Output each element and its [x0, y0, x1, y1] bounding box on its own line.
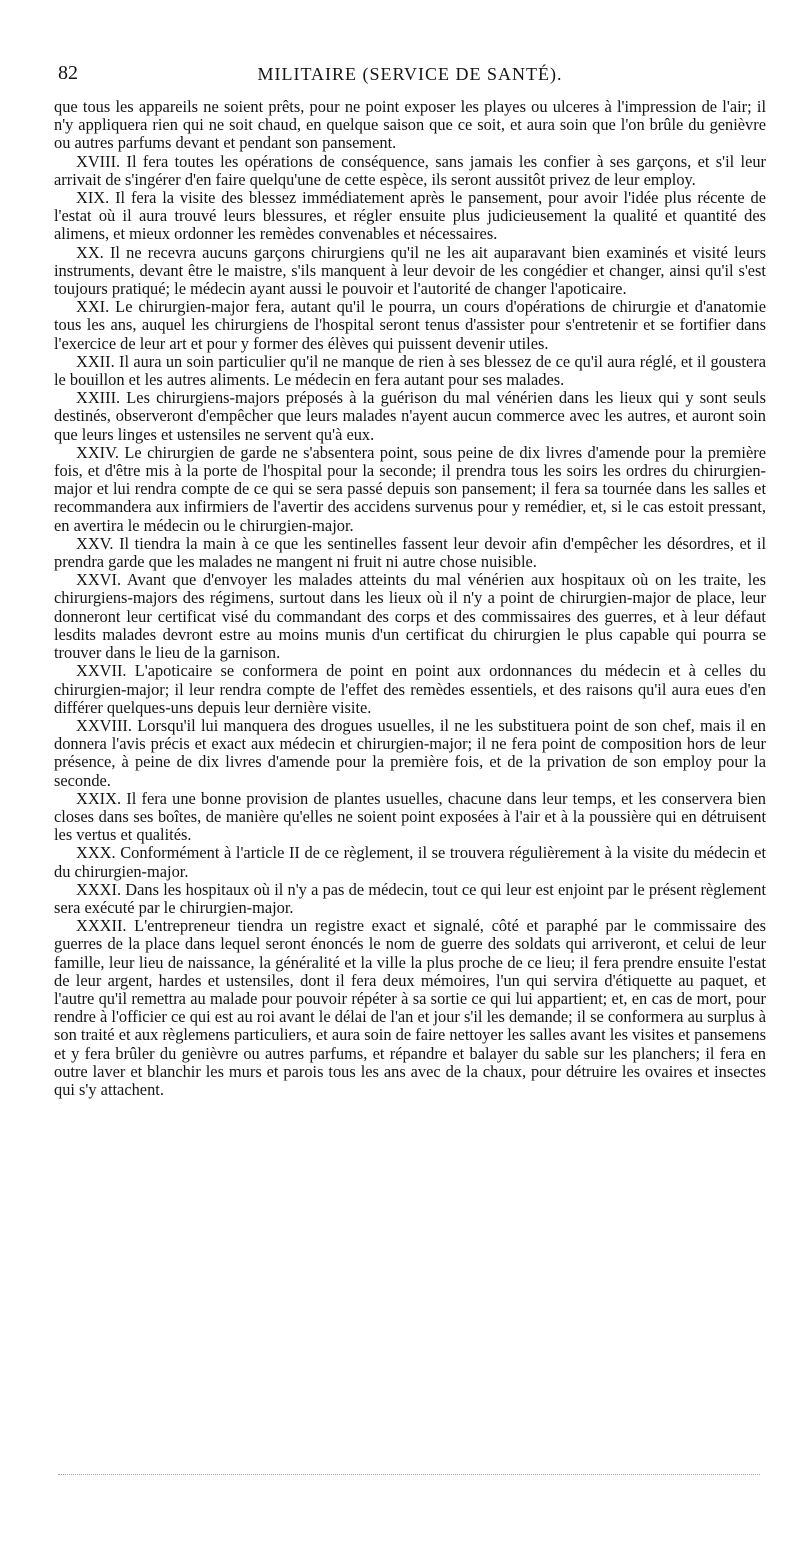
article-xxiii: XXIII. Les chirurgiens-majors préposés à la guérison du mal vénérien dans les lieux qui y sont seuls destinés, observeront d'empêcher que leurs malades n'ayent aucun commerce avec les autres, et auront soin que leurs linges et ustensiles ne servent qu'à eux.	[54, 388, 766, 444]
body-text	[54, 98, 766, 1099]
article-xx: XX. Il ne recevra aucuns garçons chirurgiens qu'il ne les ait auparavant bien examinés et visité leurs instruments, devant être le maistre, s'ils manquent à leur devoir de les congédier et changer, ainsi qu'il s'est toujours pratiqué; le médecin ayant aussi le pouvoir et l'autorité de changer l'apoticaire.	[54, 242, 766, 299]
article-xxxi: XXXI. Dans les hospitaux où il n'y a pas de médecin, tout ce qui leur est enjoint par le présent règlement sera exécuté par le chirurgien-major.	[54, 879, 766, 917]
paragraph-continuation: que tous les appareils ne soient prêts, pour ne point exposer les playes ou ulceres à l'impression de l'air; il n'y appliquera rien qui ne soit chaud, en quelque saison que ce soit, et aura soin que l'on brûle du genièvre ou autres parfums devant et pendant son pansement.	[54, 97, 766, 153]
article-xxviii: XXVIII. Lorsqu'il lui manquera des drogues usuelles, il ne les substituera point de son chef, mais il en donnera l'avis précis et exact aux médecin et chirurgien-major; il ne fera point de composition hors de leur présence, à peine de dix livres d'amende pour la première fois, et de la privation de son employ pour la seconde.	[54, 715, 766, 790]
article-xviii: XVIII. Il fera toutes les opérations de conséquence, sans jamais les confier à ses garçons, et s'il leur arrivait de s'ingérer d'en faire quelqu'une de cette espèce, ils seront aussitôt privez de leur employ.	[54, 151, 766, 189]
page-header	[58, 58, 762, 92]
article-xix: XIX. Il fera la visite des blessez immédiatement après le pansement, pour avoir l'idée plus récente de l'estat où il aura trouvé leurs blessures, et régler ensuite plus judicieusement la qualité et quantité des alimens, et mieux ordonner les remèdes convenables et nécessaires.	[54, 188, 766, 244]
article-xxvi: XXVI. Avant que d'envoyer les malades atteints du mal vénérien aux hospitaux où on les traite, les chirurgiens-majors des régimens, surtout dans les lieux où il n'y a point de chirurgien-major de place, leur donneront leur certificat visé du commandant des corps et des commissaires des guerres, et à leur défaut lesdits malades devront estre au moins munis d'un certificat du chirurgien le plus capable qui pourra se trouver dans le lieu de la garnison.	[54, 570, 766, 663]
article-xxx: XXX. Conformément à l'article II de ce règlement, il se trouvera régulièrement à la visite du médecin et du chirurgien-major.	[54, 843, 766, 881]
article-xxi: XXI. Le chirurgien-major fera, autant qu'il le pourra, un cours d'opérations de chirurgie et d'anatomie tous les ans, auquel les chirurgiens de l'hospital seront tenus d'assister pour s'entretenir et se fortifier dans l'exercice de leur art et pour y former des élèves qui puissent devenir utiles.	[54, 297, 766, 353]
article-xxiv: XXIV. Le chirurgien de garde ne s'absentera point, sous peine de dix livres d'amende pour la première fois, et d'être mis à la porte de l'hospital pour la seconde; il prendra tous les soirs les ordres du chirurgien-major et lui rendra compte de ce qui se sera passé depuis son pansement; il fera sa tournée dans les salles et recommandera aux infirmiers de l'avertir des accidens survenus pour y remédier, et, si le cas estoit pressant, en avertira le médecin ou le chirurgien-major.	[54, 442, 766, 535]
page-number: 82	[58, 62, 78, 84]
article-xxv: XXV. Il tiendra la main à ce que les sentinelles fassent leur devoir afin d'empêcher les désordres, et il prendra garde que les malades ne mangent ni fruit ni autre chose nuisible.	[54, 533, 766, 572]
article-xxix: XXIX. Il fera une bonne provision de plantes usuelles, chacune dans leur temps, et les conservera bien closes dans ses boîtes, de manière qu'elles ne soient point exposées à l'air et à la poussière qui en détruisent les vertus et qualités.	[54, 788, 766, 845]
article-xxvii: XXVII. L'apoticaire se conformera de point en point aux ordonnances du médecin et à celles du chirurgien-major; il leur rendra compte de l'effet des remèdes essentiels, et des raisons qu'il aura eues d'en différer quelques-uns depuis leur dernière visite.	[54, 661, 766, 717]
running-title: MILITAIRE (SERVICE DE SANTÉ).	[257, 64, 563, 84]
footer-rule	[58, 1474, 760, 1475]
article-xxii: XXII. Il aura un soin particulier qu'il ne manque de rien à ses blessez de ce qu'il aura réglé, et il goustera le bouillon et les autres aliments. Le médecin en fera autant pour ses malades.	[54, 351, 766, 390]
article-xxxii: XXXII. L'entrepreneur tiendra un registre exact et signalé, côté et paraphé par le commissaire des guerres de la place dans lequel seront énoncés le nom de guerre des soldats qui arriveront, et celui de leur famille, leur lieu de naissance, la généralité et la ville la plus proche de ce lieu; il fera prendre ensuite l'estat de leur argent, hardes et ustensiles, dont il fera deux mémoires, l'un qui servira d'étiquette au paquet, et l'autre qu'il remettra au malade pour pouvoir répéter à sa sortie ce qui lui appartient; et, en cas de mort, pour rendre à l'officier ce qui est au roi avant le délai de l'an et jour s'il les demande; il se conformera au surplus à son traité et aux règlemens particuliers, et aura soin de faire nettoyer les salles avant les visites et pansemens et y fera brûler du genièvre ou autres parfums, et répandre et balayer du sable sur les planchers; il fera en outre laver et blanchir les murs et parois tous les ans avec de la chaux, pour détruire les ovaires et insectes qui s'y attachent.	[54, 916, 766, 1099]
